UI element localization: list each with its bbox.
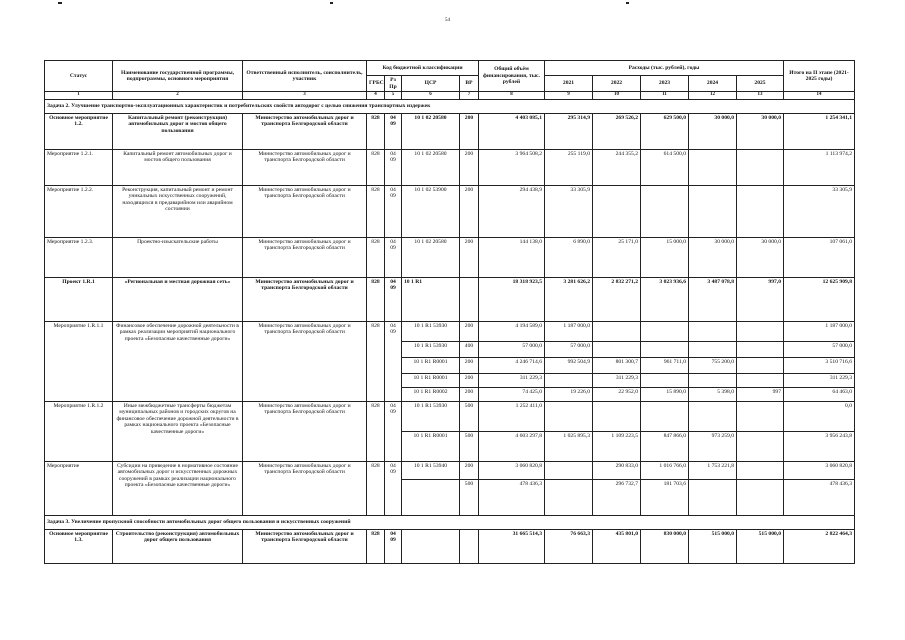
task-2-heading: Задача 2. Улучшение транспортно-эксплуатационных характеристик и потребительских свойств автодорог с целью снижения транспортных издержек: [45, 100, 855, 114]
cell-2022: 801 300,7: [593, 358, 641, 374]
cell-stage-total: 3 060 820,8: [784, 462, 855, 480]
table-row: [45, 462, 855, 480]
cell-2023: 15 000,0: [641, 238, 689, 278]
col-number: 7: [460, 92, 479, 100]
cell-stage-total: 1 254 341,1: [784, 114, 855, 150]
cell-csr: 10 1 R1 R0001: [402, 374, 460, 388]
cell-stage-total: 478 436,3: [784, 480, 855, 516]
cell-csr: 10 1 R1 R0001: [402, 432, 460, 462]
header-expenses: Расходы (тыс. рублей), годы: [545, 61, 784, 76]
cell-name: Проектно-изыскательские работы: [113, 238, 243, 278]
cell-2024: 515 000,0: [689, 530, 737, 564]
col-number: 10: [593, 92, 641, 100]
cell-2021: 33 305,9: [545, 186, 593, 238]
cell-rzpr: 04 09: [385, 238, 402, 278]
cell-grbs: 828: [367, 402, 385, 462]
scan-edge-mark: [330, 2, 333, 4]
cell-grbs: 828: [367, 278, 385, 322]
cell-total: 4 603 297,8: [479, 432, 545, 462]
cell-total: 57 000,0: [479, 342, 545, 358]
header-grbs: ГРБС: [367, 76, 385, 92]
column-number-row: [45, 92, 855, 100]
col-number: 3: [243, 92, 367, 100]
cell-executor: Министерство автомобильных дорог и транспорта Белгородской области: [243, 278, 367, 322]
table-row: [45, 402, 855, 432]
cell-2022: 311 229,3: [593, 374, 641, 388]
cell-2023: 629 500,0: [641, 114, 689, 150]
cell-name: Капитальный ремонт (реконструкция) автомобильных дорог и мостов общего пользования: [113, 114, 243, 150]
cell-name: Финансовое обеспечение дорожной деятельности в рамках реализации мероприятий национального проекта «Безопасные качественные дороги»: [113, 322, 243, 402]
cell-csr: 10 1 R1 R0001: [402, 358, 460, 374]
cell-status: Мероприятие 1.2.3.: [45, 238, 113, 278]
cell-2022: 25 171,0: [593, 238, 641, 278]
cell-2025: 997: [737, 388, 784, 402]
col-number: 12: [689, 92, 737, 100]
cell-csr: 10 1 02 20580: [402, 150, 460, 186]
scan-edge-mark: [626, 2, 629, 4]
cell-stage-total: 0,0: [784, 402, 855, 432]
task-row: [45, 516, 855, 530]
cell-stage-total: 311 229,3: [784, 374, 855, 388]
header-rzpr: Рз Пр: [385, 76, 402, 92]
cell-2023: [641, 322, 689, 342]
page-number: 54: [445, 18, 450, 23]
header-executor: Ответственный исполнитель, соисполнитель, участник: [243, 61, 367, 92]
cell-vr: 200: [460, 374, 479, 388]
cell-rzpr: 04 09: [385, 322, 402, 402]
cell-csr: [402, 530, 460, 564]
cell-name: Субсидии на приведение в нормативное состояние автомобильных дорог и искусственных дорожных сооружений в рамках реализации национального проекта «Безопасные качественные дороги»: [113, 462, 243, 516]
cell-rzpr: 04 09: [385, 462, 402, 516]
cell-rzpr: 04 09: [385, 150, 402, 186]
col-number: 5: [385, 92, 402, 100]
cell-total: 4 194 589,0: [479, 322, 545, 342]
cell-2022: 1 109 223,5: [593, 432, 641, 462]
cell-2021: 1 187 000,0: [545, 322, 593, 342]
cell-2023: [641, 342, 689, 358]
cell-vr: 200: [460, 322, 479, 342]
header-status: Статус: [45, 61, 113, 92]
cell-2021: [545, 480, 593, 516]
cell-2025: [737, 480, 784, 516]
col-number: 4: [367, 92, 385, 100]
header-budget-class: Код бюджетной классификации: [367, 61, 479, 76]
cell-total: 4 246 714,6: [479, 358, 545, 374]
cell-2021: [545, 462, 593, 480]
cell-status: Основное мероприятие 1.2.: [45, 114, 113, 150]
cell-2022: [593, 342, 641, 358]
cell-2021: 19 226,0: [545, 388, 593, 402]
cell-vr: 500: [460, 432, 479, 462]
cell-2023: 830 000,0: [641, 530, 689, 564]
cell-total: 478 436,3: [479, 480, 545, 516]
cell-vr: [460, 530, 479, 564]
cell-executor: Министерство автомобильных дорог и транспорта Белгородской области: [243, 150, 367, 186]
cell-status: Проект 1.R.1: [45, 278, 113, 322]
table-row: [45, 150, 855, 186]
cell-csr: [402, 480, 460, 516]
cell-grbs: 828: [367, 462, 385, 516]
cell-stage-total: 64 463,0: [784, 388, 855, 402]
header-name: Наименование государственной программы, подпрограммы, основного мероприятия: [113, 61, 243, 92]
cell-2021: 6 890,0: [545, 238, 593, 278]
task-3-heading: Задача 3. Увеличение пропускной способности автомобильных дорог общего пользования и искусственных сооружений: [45, 516, 855, 530]
cell-vr: 200: [460, 238, 479, 278]
cell-2022: [593, 402, 641, 432]
cell-rzpr: 04 09: [385, 186, 402, 238]
cell-total: 311 229,3: [479, 374, 545, 388]
col-number: 2: [113, 92, 243, 100]
col-number: 9: [545, 92, 593, 100]
cell-2024: [689, 186, 737, 238]
cell-stage-total: 3 956 243,8: [784, 432, 855, 462]
cell-2021: 57 000,0: [545, 342, 593, 358]
col-number: 14: [784, 92, 855, 100]
cell-vr: 200: [460, 388, 479, 402]
cell-grbs: 828: [367, 530, 385, 564]
cell-2025: [737, 186, 784, 238]
cell-rzpr: 04 09: [385, 278, 402, 322]
cell-2021: [545, 374, 593, 388]
col-number: 8: [479, 92, 545, 100]
cell-stage-total: 57 000,0: [784, 342, 855, 358]
cell-status: Мероприятие 1.2.1.: [45, 150, 113, 186]
cell-2025: 515 000,0: [737, 530, 784, 564]
cell-2021: 255 119,0: [545, 150, 593, 186]
cell-stage-total: 107 061,0: [784, 238, 855, 278]
cell-2025: [737, 358, 784, 374]
cell-vr: 500: [460, 480, 479, 516]
cell-vr: [460, 278, 479, 322]
cell-name: Реконструкция, капитальный ремонт и ремонт уникальных искусственных сооружений, находящихся в предаварийном или аварийном состоянии: [113, 186, 243, 238]
cell-2021: 295 314,9: [545, 114, 593, 150]
cell-csr: 10 1 R1: [402, 278, 460, 322]
cell-total: 18 318 923,5: [479, 278, 545, 322]
cell-2024: 1 753 221,8: [689, 462, 737, 480]
cell-total: 31 665 514,3: [479, 530, 545, 564]
cell-status: Основное мероприятие 1.3.: [45, 530, 113, 564]
col-number: 11: [641, 92, 689, 100]
cell-2025: [737, 150, 784, 186]
cell-stage-total: 12 625 909,8: [784, 278, 855, 322]
cell-2024: [689, 322, 737, 342]
header-year-2025: 2025: [737, 76, 784, 92]
cell-2023: [641, 402, 689, 432]
cell-2024: [689, 402, 737, 432]
header-year-2023: 2023: [641, 76, 689, 92]
cell-executor: Министерство автомобильных дорог и транспорта Белгородской области: [243, 186, 367, 238]
cell-csr: 10 1 R1 R0002: [402, 388, 460, 402]
cell-2021: 992 504,9: [545, 358, 593, 374]
budget-table: [44, 60, 855, 564]
cell-2022: 296 732,7: [593, 480, 641, 516]
cell-csr: 10 1 02 20580: [402, 114, 460, 150]
cell-2022: 269 526,2: [593, 114, 641, 150]
cell-vr: 200: [460, 462, 479, 480]
cell-2025: [737, 322, 784, 342]
cell-2023: [641, 186, 689, 238]
cell-executor: Министерство автомобильных дорог и транспорта Белгородской области: [243, 462, 367, 516]
cell-grbs: 828: [367, 186, 385, 238]
cell-2024: 973 259,0: [689, 432, 737, 462]
cell-status: Мероприятие 1.R.1.1: [45, 322, 113, 402]
cell-2025: 30 000,0: [737, 238, 784, 278]
cell-csr: 10 1 02 53900: [402, 186, 460, 238]
task-row: [45, 100, 855, 114]
cell-name: Строительство (реконструкция) автомобильных дорог общего пользования: [113, 530, 243, 564]
cell-total: 3 964 508,2: [479, 150, 545, 186]
table-row: [45, 530, 855, 564]
cell-2023: 3 023 936,6: [641, 278, 689, 322]
cell-2025: [737, 432, 784, 462]
table-row: [45, 238, 855, 278]
cell-stage-total: 2 822 464,3: [784, 530, 855, 564]
cell-csr: 10 1 R1 53930: [402, 342, 460, 358]
cell-vr: 400: [460, 342, 479, 358]
cell-2025: [737, 462, 784, 480]
cell-vr: 200: [460, 150, 479, 186]
cell-2023: 614 500,0: [641, 150, 689, 186]
cell-grbs: 828: [367, 150, 385, 186]
cell-2023: 15 890,0: [641, 388, 689, 402]
cell-2021: 3 281 626,2: [545, 278, 593, 322]
table-row: [45, 322, 855, 342]
table-row: [45, 278, 855, 322]
cell-2023: 181 703,6: [641, 480, 689, 516]
cell-total: 144 138,0: [479, 238, 545, 278]
cell-2024: 3 487 078,8: [689, 278, 737, 322]
header-csr: ЦСР: [402, 76, 460, 92]
cell-2024: [689, 342, 737, 358]
cell-csr: 10 1 R1 53930: [402, 402, 460, 432]
cell-2021: [545, 402, 593, 432]
header-year-2024: 2024: [689, 76, 737, 92]
cell-2022: 435 801,0: [593, 530, 641, 564]
scan-edge-mark: [58, 2, 62, 4]
cell-status: Мероприятие: [45, 462, 113, 516]
cell-2022: 290 833,0: [593, 462, 641, 480]
cell-total: 4 403 085,1: [479, 114, 545, 150]
cell-rzpr: 04 09: [385, 114, 402, 150]
cell-vr: 200: [460, 186, 479, 238]
cell-rzpr: 04 09: [385, 402, 402, 462]
cell-2025: 30 000,0: [737, 114, 784, 150]
cell-2024: [689, 480, 737, 516]
cell-2025: [737, 342, 784, 358]
cell-2024: 30 000,0: [689, 114, 737, 150]
cell-csr: 10 1 R1 53930: [402, 322, 460, 342]
cell-csr: 10 1 02 20580: [402, 238, 460, 278]
cell-executor: Министерство автомобильных дорог и транспорта Белгородской области: [243, 402, 367, 462]
cell-executor: Министерство автомобильных дорог и транспорта Белгородской области: [243, 322, 367, 402]
cell-2024: [689, 150, 737, 186]
cell-stage-total: 3 510 716,6: [784, 358, 855, 374]
cell-name: Иные межбюджетные трансферты бюджетам муниципальных районов и городских округов на финансовое обеспечение дорожной деятельности в рамках национального проекта «Безопасные качественные дороги»: [113, 402, 243, 462]
cell-2021: 76 663,3: [545, 530, 593, 564]
cell-2022: 2 832 271,2: [593, 278, 641, 322]
cell-vr: 200: [460, 358, 479, 374]
cell-status: Мероприятие 1.R.1.2: [45, 402, 113, 462]
cell-grbs: 828: [367, 238, 385, 278]
col-number: 13: [737, 92, 784, 100]
cell-2023: [641, 374, 689, 388]
cell-total: 294 438,9: [479, 186, 545, 238]
cell-2022: 244 355,2: [593, 150, 641, 186]
cell-stage-total: 33 305,9: [784, 186, 855, 238]
cell-total: 1 252 411,0: [479, 402, 545, 432]
cell-2021: 1 025 895,3: [545, 432, 593, 462]
cell-2025: 997,0: [737, 278, 784, 322]
cell-vr: 500: [460, 402, 479, 432]
header-total-volume: Общий объём финансирования, тыс. рублей: [479, 61, 545, 92]
cell-grbs: 828: [367, 322, 385, 402]
cell-2024: [689, 374, 737, 388]
cell-2025: [737, 374, 784, 388]
header-stage-total: Итого на II этапе (2021-2025 годы): [784, 61, 855, 92]
cell-executor: Министерство автомобильных дорог и транспорта Белгородской области: [243, 530, 367, 564]
cell-2024: 755 200,0: [689, 358, 737, 374]
cell-status: Мероприятие 1.2.2.: [45, 186, 113, 238]
cell-executor: Министерство автомобильных дорог и транспорта Белгородской области: [243, 114, 367, 150]
cell-executor: Министерство автомобильных дорог и транспорта Белгородской области: [243, 238, 367, 278]
cell-2022: 22 952,0: [593, 388, 641, 402]
cell-2022: [593, 322, 641, 342]
col-number: 1: [45, 92, 113, 100]
cell-2022: [593, 186, 641, 238]
table-row: [45, 186, 855, 238]
cell-2023: 1 016 766,0: [641, 462, 689, 480]
cell-grbs: 828: [367, 114, 385, 150]
cell-total: 74 425,0: [479, 388, 545, 402]
cell-2024: 30 000,0: [689, 238, 737, 278]
header-year-2022: 2022: [593, 76, 641, 92]
cell-total: 3 060 820,8: [479, 462, 545, 480]
cell-stage-total: 1 113 974,2: [784, 150, 855, 186]
cell-csr: 10 1 R1 53940: [402, 462, 460, 480]
cell-name: «Региональная и местная дорожная сеть»: [113, 278, 243, 322]
header-vr: ВР: [460, 76, 479, 92]
header-year-2021: 2021: [545, 76, 593, 92]
cell-2024: 5 398,0: [689, 388, 737, 402]
cell-2023: 961 711,0: [641, 358, 689, 374]
col-number: 6: [402, 92, 460, 100]
cell-rzpr: 04 09: [385, 530, 402, 564]
cell-vr: 200: [460, 114, 479, 150]
cell-stage-total: 1 187 000,0: [784, 322, 855, 342]
cell-2023: 847 866,0: [641, 432, 689, 462]
table-row: [45, 114, 855, 150]
cell-2025: [737, 402, 784, 432]
cell-name: Капитальный ремонт автомобильных дорог и мостов общего пользования: [113, 150, 243, 186]
